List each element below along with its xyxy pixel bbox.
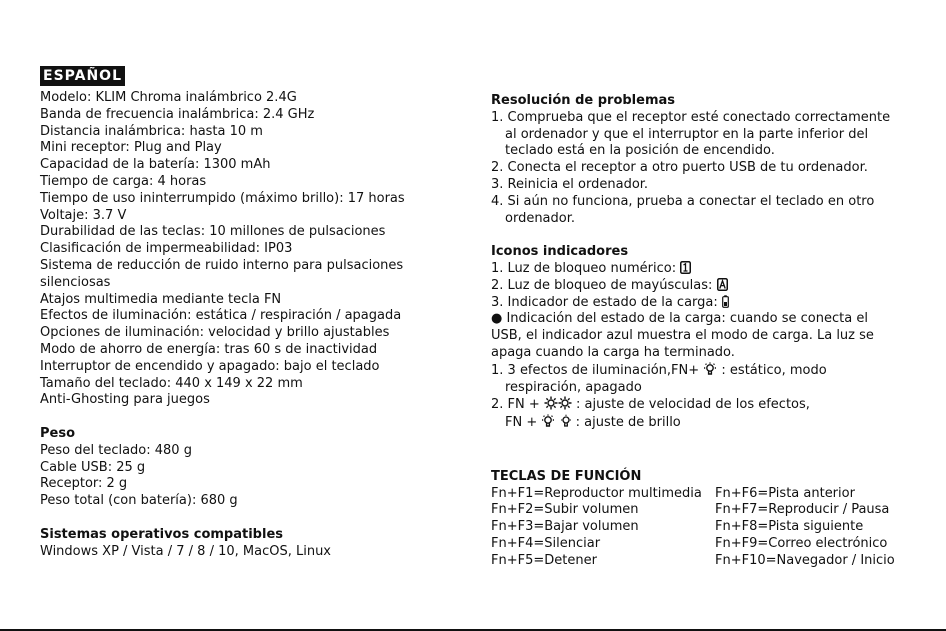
spec-line: Opciones de iluminación: velocidad y brillo ajustables xyxy=(40,325,390,341)
weight-line: Peso del teclado: 480 g xyxy=(40,442,192,458)
spec-line: Atajos multimedia mediante tecla FN xyxy=(40,291,282,307)
os-value: Windows XP / Vista / 7 / 8 / 10, MacOS, Linux xyxy=(40,543,331,559)
effects-text: : ajuste de brillo xyxy=(575,415,681,431)
function-keys-heading: TECLAS DE FUNCIÓN xyxy=(491,468,642,484)
light-bulb-icon xyxy=(703,362,717,376)
indicator-icons-heading: Iconos indicadores xyxy=(491,244,629,260)
fn-key-cell: Fn+F3=Bajar volumen xyxy=(491,519,639,535)
fn-key-cell: Fn+F8=Pista siguiente xyxy=(715,519,864,535)
charge-status-line: apaga cuando la carga ha terminado. xyxy=(491,344,735,360)
effects-text: : ajuste de velocidad de los efectos, xyxy=(576,397,810,413)
charge-status-line: USB, el indicador azul muestra el modo de carga. La luz se xyxy=(491,328,874,344)
right-column xyxy=(491,93,916,570)
fn-key-cell: Fn+F9=Correo electrónico xyxy=(715,535,888,551)
speed-down-icon xyxy=(544,396,558,410)
capslock-label: 2. Luz de bloqueo de mayúsculas: xyxy=(491,277,713,293)
battery-icon xyxy=(722,295,729,308)
troubleshooting-list xyxy=(491,110,916,228)
fn-key-cell: Fn+F4=Silenciar xyxy=(491,535,601,551)
trouble-line: al ordenador y que el interruptor en la parte inferior del xyxy=(505,126,869,142)
spec-line: Voltaje: 3.7 V xyxy=(40,207,127,223)
trouble-line: 3. Reinicia el ordenador. xyxy=(491,176,649,192)
spec-line: Clasificación de impermeabilidad: IP03 xyxy=(40,241,293,257)
spec-line: Anti-Ghosting para juegos xyxy=(40,392,210,408)
weight-line: Cable USB: 25 g xyxy=(40,459,146,475)
numlock-icon xyxy=(680,261,691,274)
fn-key-cell: Fn+F7=Reproducir / Pausa xyxy=(715,502,890,518)
numlock-label: 1. Luz de bloqueo numérico: xyxy=(491,260,677,276)
troubleshooting-heading: Resolución de problemas xyxy=(491,93,676,108)
capslock-line xyxy=(491,278,916,295)
effects-line-2 xyxy=(491,396,916,414)
fn-key-cell: Fn+F5=Detener xyxy=(491,552,597,568)
fn-key-cell: Fn+F1=Reproductor multimedia xyxy=(491,485,702,501)
trouble-line: 1. Comprueba que el receptor esté conectado correctamente xyxy=(491,109,891,125)
effects-text: FN + xyxy=(505,415,538,431)
charge-indicator-line xyxy=(491,295,916,312)
table-row xyxy=(491,519,916,536)
spec-line: Tiempo de carga: 4 horas xyxy=(40,173,207,189)
function-keys-table xyxy=(491,486,916,570)
effects-line-1 xyxy=(491,362,916,380)
fn-key-cell: Fn+F2=Subir volumen xyxy=(491,502,639,518)
brightness-down-icon xyxy=(560,414,572,428)
weight-line: Receptor: 2 g xyxy=(40,476,128,492)
spec-line: Interruptor de encendido y apagado: bajo el teclado xyxy=(40,358,380,374)
charge-status-line: ● Indicación del estado de la carga: cuando se conecta el xyxy=(491,311,868,327)
effects-line-1b: respiración, apagado xyxy=(505,379,642,395)
effects-text: : estático, modo xyxy=(721,362,827,378)
effects-line-3 xyxy=(491,414,916,432)
brightness-up-icon xyxy=(541,414,555,428)
spec-line: Sistema de reducción de ruido interno para pulsaciones xyxy=(40,257,404,273)
spec-line: Tamaño del teclado: 440 x 149 x 22 mm xyxy=(40,375,303,391)
fn-key-cell: Fn+F10=Navegador / Inicio xyxy=(715,552,895,568)
spec-line: Durabilidad de las teclas: 10 millones de pulsaciones xyxy=(40,224,386,240)
os-heading: Sistemas operativos compatibles xyxy=(40,526,283,542)
spec-line: Banda de frecuencia inalámbrica: 2.4 GHz xyxy=(40,106,315,122)
spec-line: Capacidad de la batería: 1300 mAh xyxy=(40,157,271,173)
charge-indicator-label: 3. Indicador de estado de la carga: xyxy=(491,294,718,310)
fn-key-cell: Fn+F6=Pista anterior xyxy=(715,485,855,501)
table-row xyxy=(491,553,916,570)
spec-line: Efectos de iluminación: estática / respiración / apagada xyxy=(40,308,402,324)
spec-line: Modelo: KLIM Chroma inalámbrico 2.4G xyxy=(40,90,297,105)
language-badge: ESPAÑOL xyxy=(40,66,125,86)
spec-line: Modo de ahorro de energía: tras 60 s de inactividad xyxy=(40,341,378,357)
numlock-line xyxy=(491,261,916,278)
table-row xyxy=(491,486,916,503)
weight-heading: Peso xyxy=(40,425,76,441)
table-row xyxy=(491,502,916,519)
trouble-line: 4. Si aún no funciona, prueba a conectar el teclado en otro xyxy=(491,193,875,209)
weight-list xyxy=(40,443,460,510)
spec-line: Distancia inalámbrica: hasta 10 m xyxy=(40,123,263,139)
weight-line: Peso total (con batería): 680 g xyxy=(40,493,238,509)
specs-list xyxy=(40,90,460,409)
left-column xyxy=(40,66,460,560)
trouble-line: 2. Conecta el receptor a otro puerto USB de tu ordenador. xyxy=(491,160,868,176)
capslock-icon xyxy=(717,278,728,291)
effects-text: 1. 3 efectos de iluminación,FN+ xyxy=(491,362,700,378)
spec-line: Mini receptor: Plug and Play xyxy=(40,140,222,156)
spec-line: silenciosas xyxy=(40,274,111,290)
table-row xyxy=(491,536,916,553)
trouble-line: teclado está en la posición de encendido. xyxy=(505,143,775,159)
trouble-line: ordenador. xyxy=(505,210,576,226)
spec-line: Tiempo de uso ininterrumpido (máximo brillo): 17 horas xyxy=(40,190,405,206)
speed-up-icon xyxy=(558,396,572,410)
effects-text: 2. FN + xyxy=(491,397,540,413)
